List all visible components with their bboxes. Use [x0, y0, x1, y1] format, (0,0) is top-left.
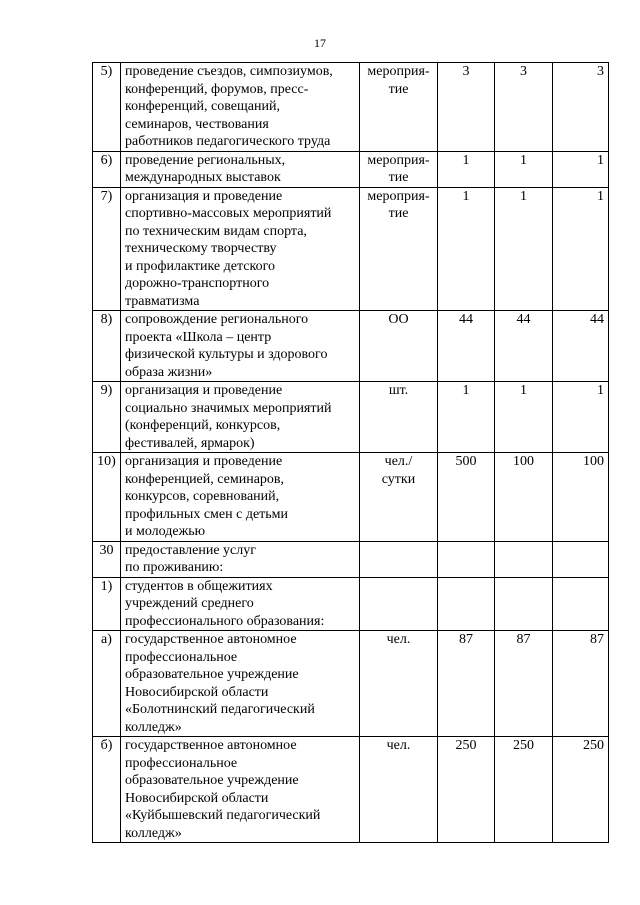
row-name-cell: государственное автономное профессиональное образовательное учреждение Новосибирской области «Болотнинский педагогический колледж» [121, 631, 360, 737]
row-number-cell: 30 [93, 541, 121, 577]
row-value-3-cell: 250 [553, 737, 609, 843]
row-name-cell: проведение региональных, международных выставок [121, 151, 360, 187]
row-number-cell: 6) [93, 151, 121, 187]
row-number-cell: 7) [93, 187, 121, 311]
table-row [93, 577, 609, 631]
row-name-cell: организация и проведение социально значимых мероприятий (конференций, конкурсов, фестивалей, ярмарок) [121, 382, 360, 453]
row-unit-cell: чел. [360, 737, 438, 843]
row-value-2-cell: 3 [495, 63, 553, 152]
row-name-cell: студентов в общежитиях учреждений среднего профессионального образования: [121, 577, 360, 631]
row-value-3-cell: 1 [553, 187, 609, 311]
row-name-cell: предоставление услуг по проживанию: [121, 541, 360, 577]
row-value-1-cell: 3 [438, 63, 495, 152]
row-value-1-cell: 1 [438, 382, 495, 453]
row-value-2-cell: 100 [495, 453, 553, 542]
row-value-2-cell: 1 [495, 187, 553, 311]
table-row [93, 151, 609, 187]
table-row [93, 311, 609, 382]
row-unit-cell [360, 541, 438, 577]
row-value-1-cell: 1 [438, 187, 495, 311]
row-value-1-cell: 44 [438, 311, 495, 382]
table-body [93, 63, 609, 843]
row-value-3-cell: 3 [553, 63, 609, 152]
row-unit-cell: мероприя- тие [360, 187, 438, 311]
row-number-cell: б) [93, 737, 121, 843]
row-value-2-cell: 1 [495, 382, 553, 453]
row-value-1-cell: 250 [438, 737, 495, 843]
row-value-1-cell: 87 [438, 631, 495, 737]
row-value-2-cell [495, 541, 553, 577]
row-unit-cell: мероприя- тие [360, 151, 438, 187]
row-name-cell: организация и проведение конференцией, семинаров, конкурсов, соревнований, профильных смен с детьми и молодежью [121, 453, 360, 542]
row-value-3-cell: 1 [553, 151, 609, 187]
table-row [93, 187, 609, 311]
table-row [93, 541, 609, 577]
row-number-cell: 10) [93, 453, 121, 542]
row-number-cell: 1) [93, 577, 121, 631]
row-value-3-cell: 44 [553, 311, 609, 382]
row-number-cell: 9) [93, 382, 121, 453]
row-value-3-cell [553, 577, 609, 631]
row-value-2-cell: 44 [495, 311, 553, 382]
row-value-1-cell [438, 541, 495, 577]
row-name-cell: проведение съездов, симпозиумов, конференций, форумов, пресс- конференций, совещаний, семинаров, чествования работников педагогического труда [121, 63, 360, 152]
row-name-cell: сопровождение регионального проекта «Школа – центр физической культуры и здорового образа жизни» [121, 311, 360, 382]
row-name-cell: государственное автономное профессиональное образовательное учреждение Новосибирской области «Куйбышевский педагогический колледж» [121, 737, 360, 843]
row-unit-cell: чел. [360, 631, 438, 737]
row-value-2-cell: 250 [495, 737, 553, 843]
row-value-3-cell: 1 [553, 382, 609, 453]
row-value-2-cell: 1 [495, 151, 553, 187]
page-number: 17 [314, 36, 326, 50]
row-unit-cell: шт. [360, 382, 438, 453]
row-unit-cell: чел./ сутки [360, 453, 438, 542]
row-number-cell: 5) [93, 63, 121, 152]
table-row [93, 453, 609, 542]
table-row [93, 382, 609, 453]
row-value-3-cell: 87 [553, 631, 609, 737]
row-unit-cell: мероприя- тие [360, 63, 438, 152]
row-unit-cell: ОО [360, 311, 438, 382]
row-number-cell: 8) [93, 311, 121, 382]
row-value-1-cell: 1 [438, 151, 495, 187]
row-value-3-cell: 100 [553, 453, 609, 542]
row-value-2-cell: 87 [495, 631, 553, 737]
row-value-3-cell [553, 541, 609, 577]
row-number-cell: а) [93, 631, 121, 737]
row-value-2-cell [495, 577, 553, 631]
row-name-cell: организация и проведение спортивно-массовых мероприятий по техническим видам спорта, техническому творчеству и профилактике детского дорожно-транспортного травматизма [121, 187, 360, 311]
services-table [92, 62, 609, 843]
row-value-1-cell: 500 [438, 453, 495, 542]
table-row [93, 631, 609, 737]
row-unit-cell [360, 577, 438, 631]
row-value-1-cell [438, 577, 495, 631]
table-row [93, 737, 609, 843]
table-row [93, 63, 609, 152]
